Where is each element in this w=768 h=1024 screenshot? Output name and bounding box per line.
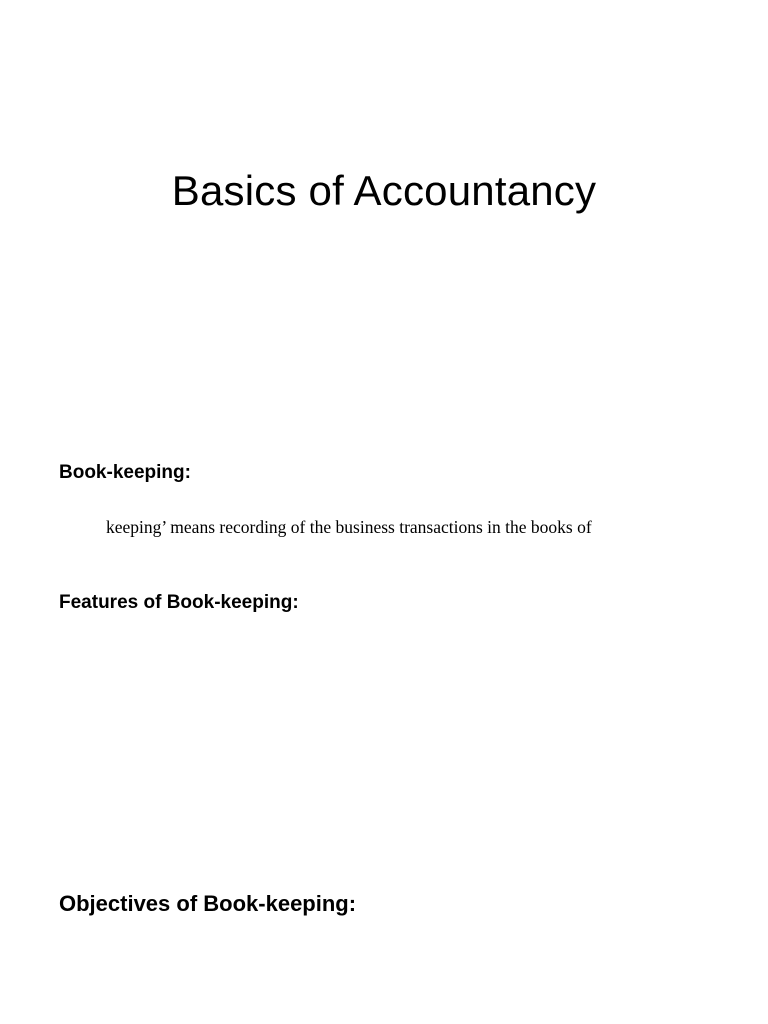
book-keeping-definition-text: keeping’ means recording of the business transactions in the books of (106, 517, 592, 537)
document-title: Basics of Accountancy (171, 167, 597, 214)
section-heading-features: Features of Book-keeping: (59, 592, 299, 613)
section-heading-objectives: Objectives of Book-keeping: (59, 891, 357, 916)
section-heading-book-keeping: Book-keeping: (59, 462, 191, 483)
